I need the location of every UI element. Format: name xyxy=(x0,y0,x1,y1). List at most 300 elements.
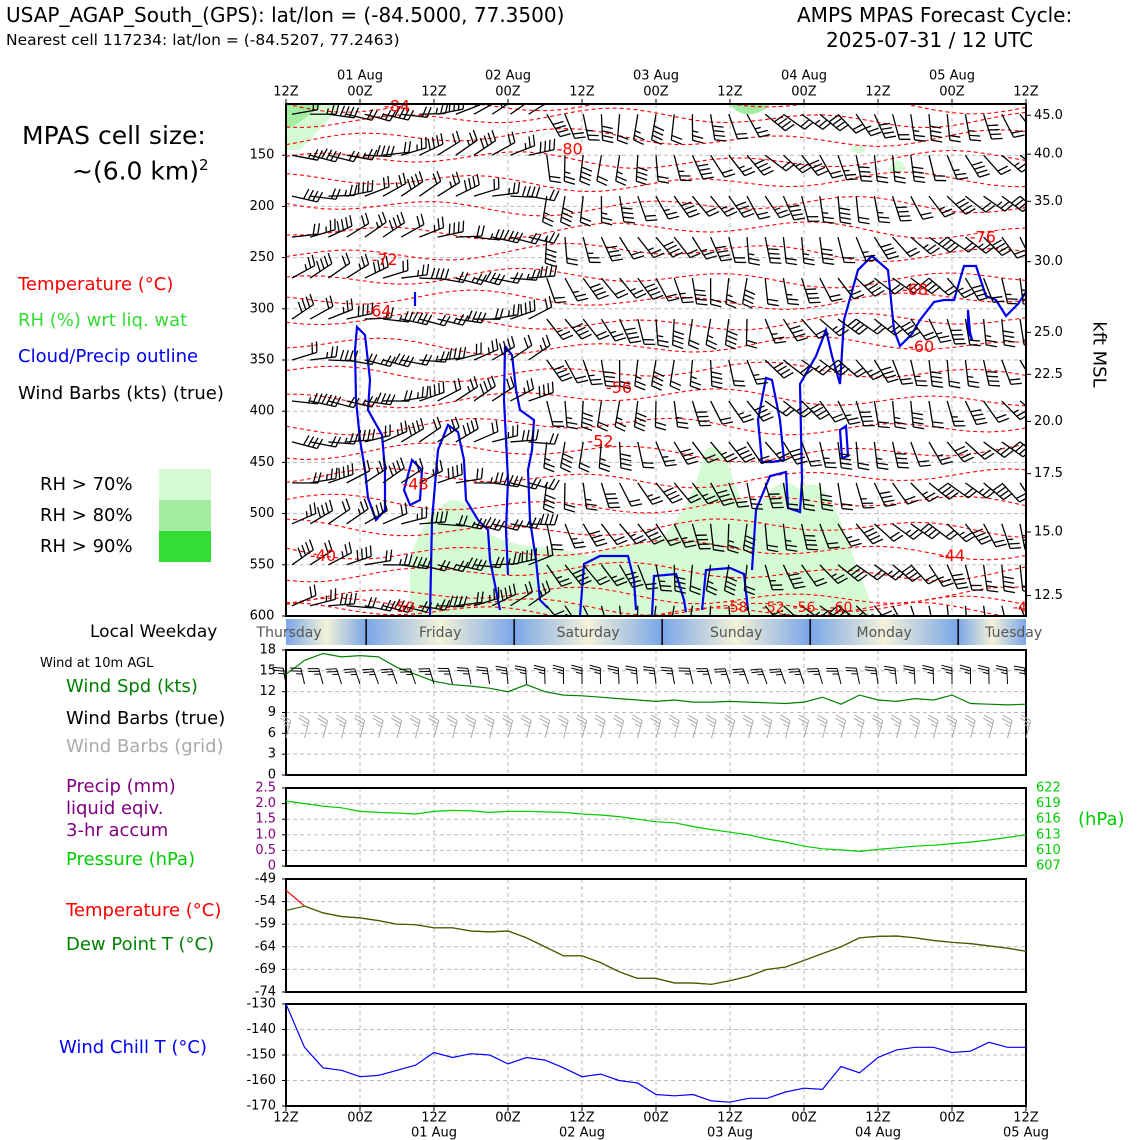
barb-shaft xyxy=(401,429,423,442)
barb-feather xyxy=(840,213,851,215)
barb-feather xyxy=(996,544,1007,547)
barb-feather xyxy=(624,328,635,330)
barb-feather xyxy=(876,724,881,727)
barb-shaft xyxy=(620,196,624,222)
barb-feather xyxy=(415,174,419,184)
barb-feather xyxy=(622,213,633,214)
barb-feather xyxy=(589,140,600,141)
barb-feather xyxy=(788,304,799,305)
barb-feather xyxy=(925,575,935,580)
barb-feather xyxy=(454,223,455,234)
barb-feather xyxy=(965,672,971,674)
barb-feather xyxy=(469,178,471,189)
barb-feather xyxy=(727,212,737,217)
wind-barb-upper xyxy=(652,360,664,390)
barb-feather xyxy=(500,343,503,354)
barb-shaft xyxy=(638,483,653,504)
barb-feather xyxy=(955,173,966,174)
wind-barb-upper xyxy=(947,196,975,214)
barb-feather xyxy=(780,214,790,218)
barb-feather xyxy=(861,181,872,182)
barb-feather xyxy=(804,536,815,537)
barb-feather xyxy=(664,209,670,210)
barb-shaft xyxy=(783,278,788,304)
forecast-title: AMPS MPAS Forecast Cycle: xyxy=(797,3,1073,27)
kft-tick-label: 25.0 xyxy=(1034,324,1063,340)
barb-feather xyxy=(743,299,753,304)
barb-feather xyxy=(769,253,780,254)
barb-feather xyxy=(608,251,619,253)
barb-feather xyxy=(822,213,828,214)
barb-feather xyxy=(988,381,999,382)
barb-feather xyxy=(897,463,908,464)
contour-label: -40 xyxy=(309,546,337,566)
barb-feather xyxy=(521,304,522,315)
barb-feather xyxy=(636,294,646,299)
barb-feather xyxy=(331,346,333,357)
barb-feather xyxy=(395,353,400,363)
barb-feather xyxy=(525,303,526,314)
barb-feather xyxy=(421,418,424,429)
barb-feather xyxy=(345,544,347,555)
wind-barb-upper xyxy=(820,196,835,223)
barb-feather xyxy=(545,458,551,460)
barb-feather xyxy=(562,213,572,218)
barb-feather xyxy=(792,214,803,216)
barb-feather xyxy=(691,377,697,379)
wind-barb-grid xyxy=(1002,715,1012,738)
panel-right-tick-label: 610 xyxy=(1036,842,1061,858)
contour-label: -80 xyxy=(556,139,583,159)
barb-feather xyxy=(377,468,379,474)
wind-barb-upper xyxy=(310,296,333,319)
wind-barb-upper xyxy=(601,196,612,225)
barb-feather xyxy=(524,338,528,348)
barb-feather xyxy=(400,315,402,321)
barb-feather xyxy=(983,488,992,495)
barb-feather xyxy=(350,215,352,226)
barb-feather xyxy=(673,345,683,348)
barb-feather xyxy=(513,305,514,316)
barb-feather xyxy=(921,524,929,531)
barb-feather xyxy=(422,314,427,324)
wind-barb-true xyxy=(996,666,1007,684)
barb-feather xyxy=(555,434,559,444)
barb-feather xyxy=(832,414,842,418)
barb-feather xyxy=(840,222,851,224)
barb-feather xyxy=(841,468,852,469)
barb-feather xyxy=(613,334,624,337)
barb-feather xyxy=(529,136,530,147)
barb-feather xyxy=(347,300,348,311)
barb-feather xyxy=(417,216,420,227)
barb-feather xyxy=(386,394,390,404)
barb-feather xyxy=(346,217,348,228)
barb-shaft xyxy=(965,155,979,177)
nearest-cell: Nearest cell 117234: lat/lon = (-84.5207, 77.2463) xyxy=(6,31,400,49)
barb-feather xyxy=(860,172,871,173)
barb-feather xyxy=(840,217,851,219)
wind-barb-upper xyxy=(438,172,460,196)
wind-barb-upper xyxy=(783,237,797,264)
barb-feather xyxy=(1020,414,1030,419)
wind-barb-upper xyxy=(1020,483,1045,505)
barb-feather xyxy=(835,418,845,422)
barb-feather xyxy=(647,495,653,497)
bottom-hour-label: 00Z xyxy=(791,1110,817,1126)
barb-shaft xyxy=(984,565,988,591)
barb-feather xyxy=(546,249,556,252)
bottom-hour-label: 00Z xyxy=(495,1110,521,1126)
panel-y-tick-label: 0 xyxy=(267,858,276,874)
kft-tick-label: 17.5 xyxy=(1034,466,1063,482)
wind-barb-upper xyxy=(617,114,628,144)
wind-barb-true xyxy=(865,667,878,684)
barb-feather xyxy=(409,141,411,152)
barb-feather xyxy=(594,539,605,542)
barb-feather xyxy=(645,284,655,288)
wind-barb-grid xyxy=(613,715,623,738)
barb-feather xyxy=(577,298,588,301)
barb-feather xyxy=(687,210,697,214)
barb-feather xyxy=(539,672,545,673)
barb-feather xyxy=(541,514,544,525)
barb-feather xyxy=(544,463,554,467)
barb-feather xyxy=(575,137,586,138)
top-hour-label: 00Z xyxy=(791,84,817,100)
barb-feather xyxy=(400,672,411,673)
contour-label-surface: -50 xyxy=(391,600,415,616)
barb-feather xyxy=(901,220,912,221)
barb-feather xyxy=(902,566,911,572)
barb-feather xyxy=(306,511,307,517)
barb-feather xyxy=(468,386,470,392)
barb-feather xyxy=(635,381,645,385)
barb-feather xyxy=(851,543,862,546)
barb-feather xyxy=(901,322,911,328)
panel-y-tick-label: 0 xyxy=(267,767,276,783)
barb-feather xyxy=(453,467,454,478)
barb-feather xyxy=(977,170,988,173)
barb-feather xyxy=(931,618,942,619)
barb-shaft xyxy=(474,432,498,442)
panel-y-tick-label: 12 xyxy=(259,684,276,700)
barb-feather xyxy=(654,724,659,727)
barb-feather xyxy=(701,173,712,175)
barb-feather xyxy=(1041,451,1050,458)
barb-feather xyxy=(278,673,284,674)
top-date-label: 01 Aug xyxy=(336,68,384,84)
barb-feather xyxy=(482,673,488,674)
wind-barb-upper xyxy=(911,401,924,429)
barb-feather xyxy=(618,294,628,299)
barb-feather xyxy=(573,291,579,292)
barb-feather xyxy=(810,404,820,410)
barb-feather xyxy=(727,336,737,340)
barb-feather xyxy=(653,131,663,136)
wind-barb-upper xyxy=(564,483,575,512)
barb-feather xyxy=(549,176,560,177)
barb-feather xyxy=(883,371,894,374)
barb-feather xyxy=(677,422,688,423)
barb-feather xyxy=(890,673,896,674)
barb-feather xyxy=(876,458,882,459)
barb-feather xyxy=(823,258,834,259)
barb-feather xyxy=(979,174,990,177)
barb-shaft xyxy=(838,196,840,222)
barb-feather xyxy=(954,170,960,171)
barb-shaft xyxy=(874,483,885,507)
barb-feather xyxy=(777,210,787,214)
barb-feather xyxy=(367,460,369,471)
barb-feather xyxy=(536,479,541,489)
barb-feather xyxy=(858,468,869,470)
barb-feather xyxy=(987,376,998,377)
barb-shaft xyxy=(820,360,841,375)
barb-feather xyxy=(981,540,991,544)
barb-feather xyxy=(571,665,582,668)
barb-feather xyxy=(868,284,877,290)
barb-feather xyxy=(528,89,532,99)
wind-barb-grid xyxy=(317,715,327,738)
wind-barb-upper xyxy=(620,196,635,223)
wind-barb-upper xyxy=(874,401,889,428)
barb-feather xyxy=(400,559,402,565)
barb-feather xyxy=(744,419,754,423)
barb-feather xyxy=(652,386,662,391)
wind-barb-upper xyxy=(615,401,626,431)
barb-shaft xyxy=(383,270,408,278)
wind-barb-upper xyxy=(947,401,965,426)
barb-feather xyxy=(881,244,892,247)
wind-barb-upper xyxy=(726,278,737,308)
barb-feather xyxy=(625,666,636,668)
barb-feather xyxy=(518,182,520,193)
barb-feather xyxy=(331,189,335,199)
barb-shaft xyxy=(984,360,990,385)
barb-feather xyxy=(492,341,494,352)
barb-feather xyxy=(867,532,877,537)
barb-feather xyxy=(736,202,746,206)
barb-feather xyxy=(616,181,626,185)
barb-feather xyxy=(342,551,343,557)
barb-feather xyxy=(749,263,760,265)
barb-feather xyxy=(448,468,449,479)
wind-barb-upper xyxy=(1002,565,1015,593)
barb-feather xyxy=(1004,591,1015,593)
barb-feather xyxy=(390,550,391,561)
precip-label-3: 3-hr accum xyxy=(66,820,169,841)
barb-feather xyxy=(946,530,955,537)
barb-feather xyxy=(528,335,532,345)
wind-barb-upper xyxy=(911,524,941,539)
barb-feather xyxy=(490,273,495,283)
barb-feather xyxy=(936,333,942,334)
barb-feather xyxy=(556,370,566,374)
barb-feather xyxy=(691,724,696,727)
barb-feather xyxy=(564,177,575,180)
barb-feather xyxy=(932,422,943,423)
bottom-hour-label: 00Z xyxy=(939,1110,965,1126)
barb-feather xyxy=(350,350,353,360)
barb-feather xyxy=(781,369,790,375)
barb-feather xyxy=(914,176,925,177)
barb-feather xyxy=(305,264,306,270)
barb-shaft xyxy=(510,99,531,114)
wind-barb-grid xyxy=(632,715,642,738)
weekday-name: Friday xyxy=(418,625,462,641)
barb-feather xyxy=(599,335,609,339)
barb-feather xyxy=(767,299,778,301)
wind-speed-label: Wind Spd (kts) xyxy=(66,676,198,697)
pressure-tick-label: 250 xyxy=(249,250,275,266)
wind-barb-upper xyxy=(783,278,799,304)
barb-shaft xyxy=(783,360,804,376)
pressure-tick-label: 350 xyxy=(249,352,275,368)
barb-shaft xyxy=(802,114,823,129)
barb-feather xyxy=(941,665,952,668)
barb-feather xyxy=(401,423,403,434)
barb-feather xyxy=(775,342,786,343)
barb-feather xyxy=(667,245,677,250)
barb-shaft xyxy=(1002,442,1023,457)
barb-shaft xyxy=(838,237,844,262)
pressure-tick-label: 450 xyxy=(249,454,275,470)
temperature-contour xyxy=(286,197,1026,217)
barb-feather xyxy=(898,467,909,468)
barb-feather xyxy=(614,537,624,541)
barb-feather xyxy=(589,531,600,534)
barb-feather xyxy=(658,345,669,347)
barb-feather xyxy=(1004,340,1015,342)
barb-feather xyxy=(997,202,1002,206)
barb-feather xyxy=(592,384,603,385)
barb-feather xyxy=(580,463,590,467)
wind-barb-upper xyxy=(456,225,484,237)
barb-feather xyxy=(567,263,578,265)
barb-feather xyxy=(753,375,759,376)
barb-feather xyxy=(322,394,327,404)
barb-feather xyxy=(892,570,901,577)
barb-shaft xyxy=(765,319,775,343)
wind-barb-true xyxy=(326,669,342,684)
barb-feather xyxy=(610,255,621,257)
kft-tick-label: 45.0 xyxy=(1034,107,1063,123)
barb-feather xyxy=(650,497,660,501)
barb-shaft xyxy=(638,442,644,467)
wind-barb-grid xyxy=(706,715,716,738)
barb-feather xyxy=(803,258,814,260)
barb-feather xyxy=(829,115,838,121)
barb-feather xyxy=(472,311,476,321)
wind-barb-upper xyxy=(820,237,834,264)
weekday-name: Tuesday xyxy=(985,625,1043,641)
barb-feather xyxy=(661,670,672,671)
barb-feather xyxy=(965,488,973,495)
barb-feather xyxy=(964,293,974,298)
barb-feather xyxy=(365,254,368,265)
barb-shaft xyxy=(965,565,972,590)
wind-barb-upper xyxy=(638,196,658,221)
barb-feather xyxy=(845,415,851,416)
barb-feather xyxy=(600,463,610,467)
panel-y-tick-label: -150 xyxy=(246,1047,276,1063)
barb-feather xyxy=(915,140,926,141)
precip-label-2: liquid eqiv. xyxy=(66,798,164,819)
barb-feather xyxy=(449,101,450,112)
panel-y-tick-label: 18 xyxy=(259,642,276,658)
barb-feather xyxy=(961,289,971,294)
barb-feather xyxy=(321,724,326,727)
barb-feather xyxy=(757,383,768,384)
barb-feather xyxy=(707,340,717,345)
barb-feather xyxy=(633,536,643,541)
barb-shaft xyxy=(856,114,871,136)
barb-feather xyxy=(832,326,837,329)
barb-feather xyxy=(883,248,894,251)
barb-shaft xyxy=(674,401,677,427)
wind-barb-upper xyxy=(510,269,540,280)
wind-panel-title: Wind at 10m AGL xyxy=(40,656,154,671)
barb-feather xyxy=(621,468,632,470)
barb-shaft xyxy=(856,196,859,222)
barb-shaft xyxy=(765,237,770,262)
barb-feather xyxy=(913,724,918,727)
barb-feather xyxy=(635,386,645,390)
barb-feather xyxy=(624,222,635,223)
wind-barb-upper xyxy=(492,272,522,283)
wind-barb-upper xyxy=(929,360,943,387)
barb-feather xyxy=(550,514,553,525)
wind-barb-upper xyxy=(802,319,829,338)
wind-barb-upper xyxy=(638,237,664,257)
barb-shaft xyxy=(310,306,333,319)
wind-barb-upper xyxy=(743,278,755,308)
barb-feather xyxy=(672,499,682,503)
barb-shaft xyxy=(802,278,810,303)
wind-barb-upper xyxy=(893,524,922,540)
barb-feather xyxy=(622,208,633,209)
barb-feather xyxy=(755,160,765,165)
barb-feather xyxy=(346,499,350,509)
wind-barb-upper xyxy=(874,524,903,541)
barb-feather xyxy=(950,140,961,142)
barb-feather xyxy=(990,134,1001,135)
barb-feather xyxy=(1003,581,1014,583)
barb-feather xyxy=(949,135,960,137)
barb-feather xyxy=(545,514,548,525)
panel-y-tick-label: 15 xyxy=(259,663,276,679)
barb-feather xyxy=(376,724,381,727)
barb-feather xyxy=(879,222,890,223)
barb-feather xyxy=(996,487,1005,493)
barb-shaft xyxy=(438,389,461,401)
barb-feather xyxy=(738,413,744,415)
wind-barb-true xyxy=(661,667,675,684)
barb-feather xyxy=(616,422,626,427)
precip-pressure-panel xyxy=(255,781,1061,874)
barb-feather xyxy=(931,131,942,133)
barb-shaft xyxy=(874,319,894,335)
barb-feather xyxy=(370,545,371,556)
barb-feather xyxy=(364,499,368,509)
wind-barb-upper xyxy=(544,442,555,472)
top-hour-label: 00Z xyxy=(643,84,669,100)
barb-feather xyxy=(367,181,368,192)
barb-shaft xyxy=(565,278,577,301)
barb-shaft xyxy=(438,142,460,156)
barb-feather xyxy=(660,586,671,587)
